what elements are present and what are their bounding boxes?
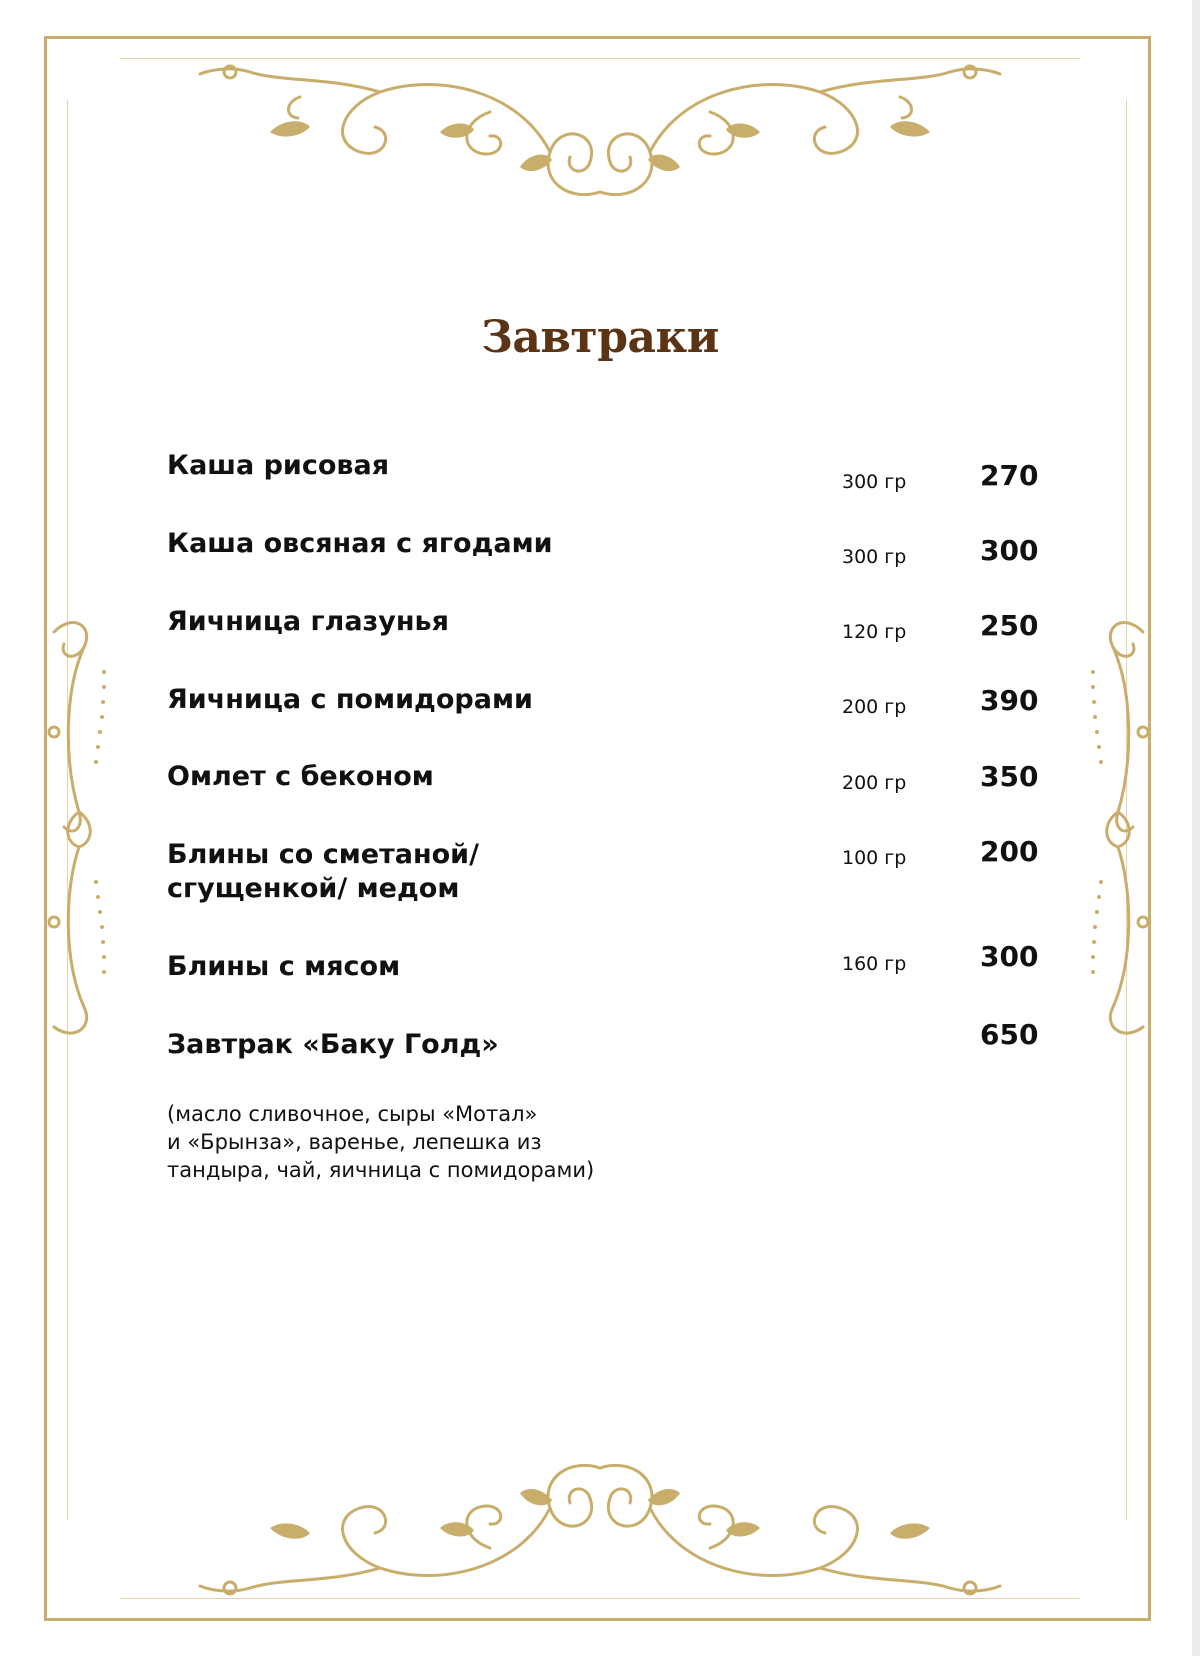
item-name: Каша рисовая xyxy=(167,450,390,481)
right-side-ornament-icon xyxy=(1083,612,1153,1042)
item-name: Яичница с помидорами xyxy=(167,684,533,715)
item-name: Яичница глазунья xyxy=(167,606,449,637)
item-name: Блины с мясом xyxy=(167,951,401,982)
item-price: 200 xyxy=(980,835,1039,868)
bottom-ornament-icon xyxy=(190,1448,1010,1608)
item-name-line2: сгущенкой/ медом xyxy=(167,873,460,904)
item-name: Завтрак «Баку Голд» xyxy=(167,1029,499,1060)
item-price: 270 xyxy=(980,459,1039,492)
item-description-line: (масло сливочное, сыры «Мотал» xyxy=(167,1102,538,1126)
item-name: Каша овсяная с ягодами xyxy=(167,528,553,559)
page-edge xyxy=(1192,0,1200,1656)
item-price: 250 xyxy=(980,609,1039,642)
item-weight: 120 гр xyxy=(842,621,907,643)
item-weight: 100 гр xyxy=(842,847,907,869)
page-title: Завтраки xyxy=(481,312,719,363)
item-description-line: тандыра, чай, яичница с помидорами) xyxy=(167,1158,595,1182)
item-price: 650 xyxy=(980,1018,1039,1051)
item-description xyxy=(167,1100,594,1184)
item-price: 300 xyxy=(980,534,1039,567)
item-description-line: и «Брынза», варенье, лепешка из xyxy=(167,1130,542,1154)
menu-frame xyxy=(44,36,1151,1621)
item-name: Омлет с беконом xyxy=(167,761,434,792)
item-price: 300 xyxy=(980,940,1039,973)
item-weight: 300 гр xyxy=(842,471,907,493)
item-weight: 160 гр xyxy=(842,953,907,975)
item-weight: 200 гр xyxy=(842,696,907,718)
left-side-ornament-icon xyxy=(44,612,114,1042)
item-name: Блины со сметаной/ xyxy=(167,839,479,870)
item-weight: 200 гр xyxy=(842,772,907,794)
top-ornament-icon xyxy=(190,52,1010,212)
item-price: 390 xyxy=(980,684,1039,717)
item-price: 350 xyxy=(980,760,1039,793)
item-weight: 300 гр xyxy=(842,546,907,568)
